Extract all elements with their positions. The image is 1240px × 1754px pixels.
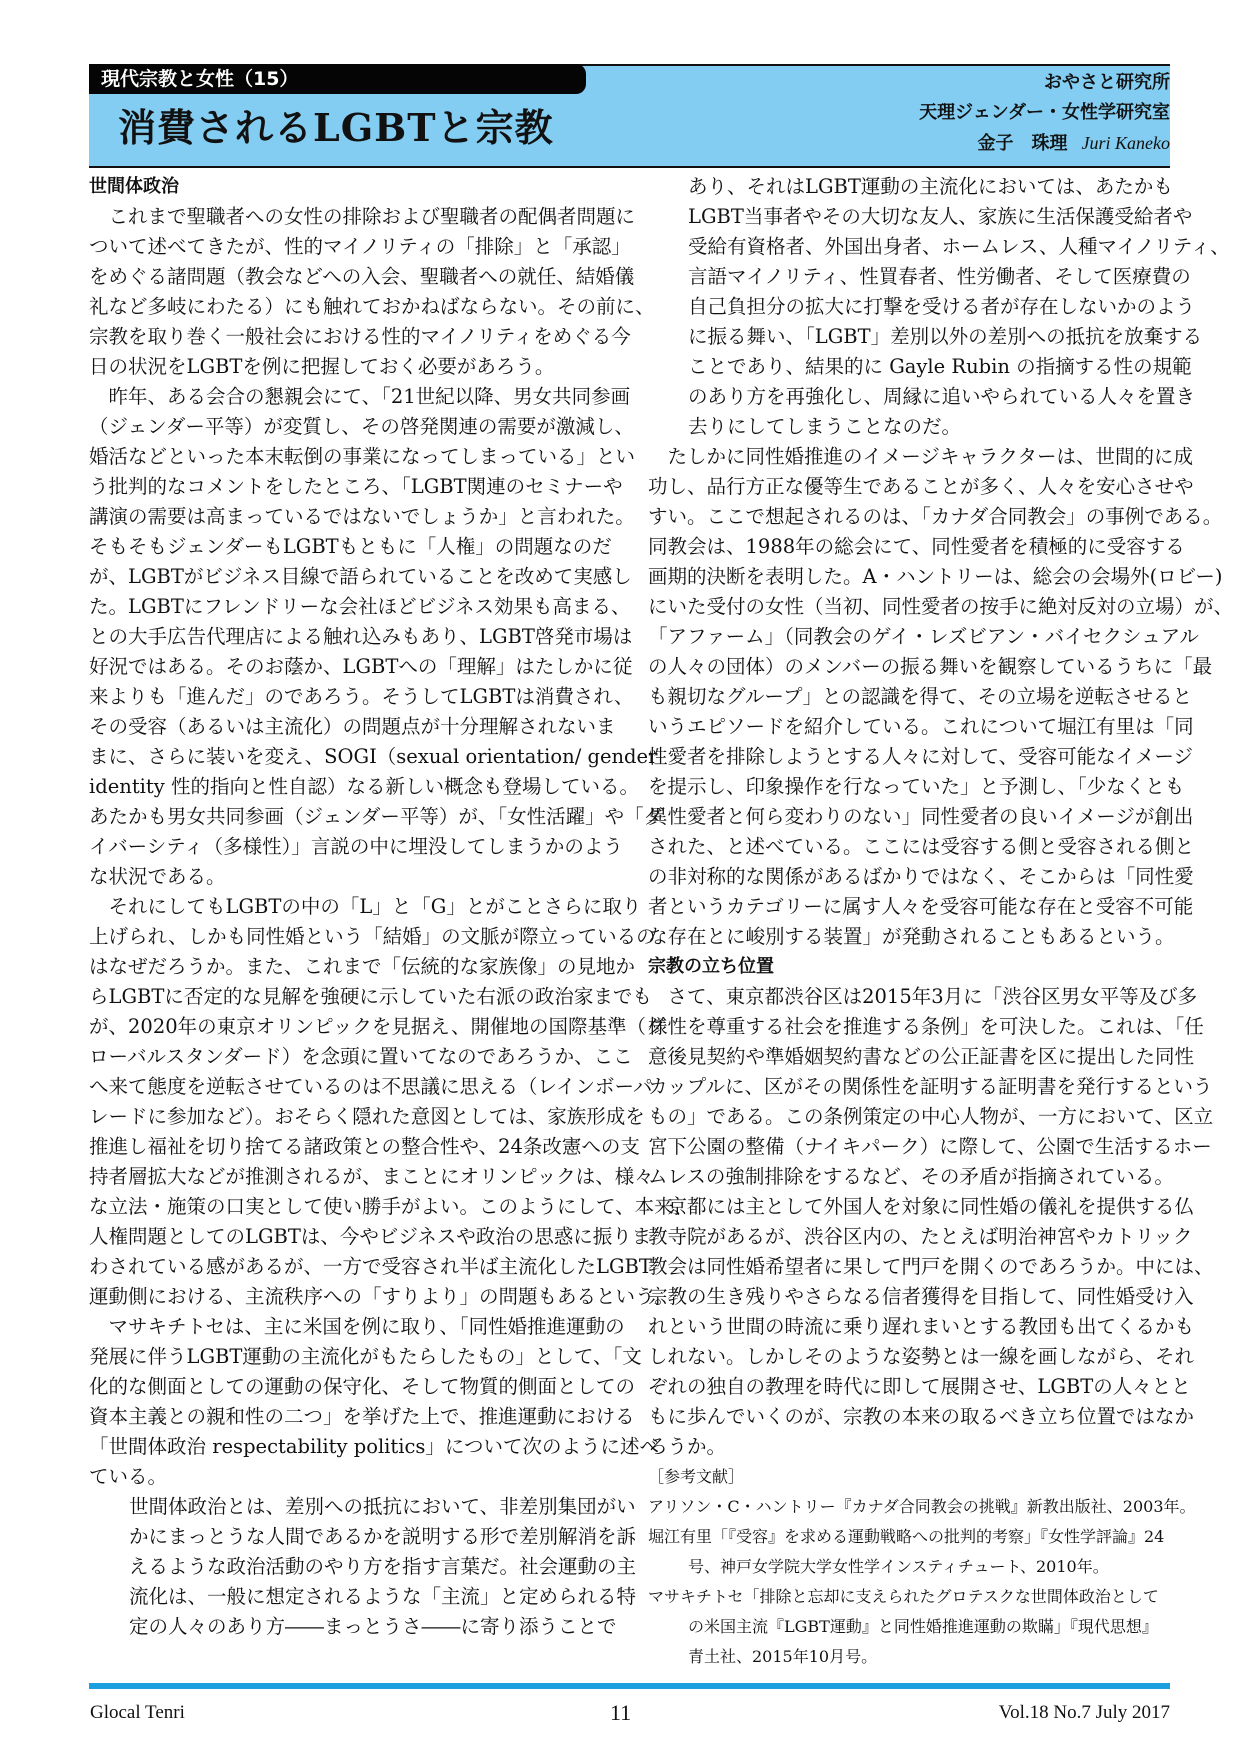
section-heading <box>89 172 609 202</box>
text-line: をめぐる諸問題（教会などへの入会、聖職者への就任、結婚儀 <box>89 265 635 288</box>
author-name-ja: 金子 珠理 <box>977 133 1068 154</box>
text-line: 定の人々のあり方――まっとうさ――に寄り添うことで <box>129 1615 617 1638</box>
text-line: ことであり、結果的に Gayle Rubin の指摘する性の規範 <box>688 355 1192 378</box>
text-line: との大手広告代理店による触れ込みもあり、LGBT啓発市場は <box>89 625 633 648</box>
text-line: のあり方を再強化し、周縁に追いやられている人々を置き <box>688 385 1196 408</box>
text-line: 「世間体政治 respectability politics」について次のように述べ <box>89 1435 660 1458</box>
text-line: が、LGBTがビジネス目線で語られていることを改めて実感し <box>89 565 632 588</box>
paragraph <box>89 202 655 382</box>
reference-line: マサキチトセ「排除と忘却に支えられたグロテスクな世間体政治として <box>648 1587 1159 1606</box>
text-line: 婚活などといった本末転倒の事業になってしまっている」とい <box>89 445 636 468</box>
author <box>978 128 1170 159</box>
paragraph <box>89 1312 660 1492</box>
text-line: 画期的決断を表明した。A・ハントリーは、総会の会場外(ロビー) <box>648 565 1223 588</box>
text-line: 昨年、ある会合の懇親会にて、「21世紀以降、男女共同参画 <box>108 385 631 408</box>
text-line: 者というカテゴリーに属す人々を受容可能な存在と受容不可能 <box>648 895 1194 918</box>
footer-rule <box>89 1683 1170 1689</box>
text-line: 自己負担分の拡大に打撃を受ける者が存在しないかのよう <box>688 295 1196 318</box>
issue-info: Vol.18 No.7 July 2017 <box>998 1702 1170 1723</box>
text-line: ついて述べてきたが、性的マイノリティの「排除」と「承認」 <box>89 235 631 258</box>
text-line: な存在とに峻別する装置」が発動されることもあるという。 <box>648 925 1175 948</box>
text-line: かにまっとうな人間であるかを説明する形で差別解消を訴 <box>129 1525 637 1548</box>
text-line: identity 性的指向と性自認）なる新しい概念も登場している。 <box>89 775 639 798</box>
text-line: （ジェンダー平等）が変質し、その啓発関連の需要が激減し、 <box>89 415 634 438</box>
text-line: 持者層拡大などが推測されるが、まことにオリンピックは、様々 <box>89 1165 654 1188</box>
text-line: 様性を尊重する社会を推進する条例」を可決した。これは、「任 <box>648 1015 1204 1038</box>
references <box>648 1462 1168 1492</box>
text-line: それにしてもLGBTの中の「L」と「G」とがことさらに取り <box>108 895 642 918</box>
text-line: 意後見契約や準婚姻契約書などの公正証書を区に提出した同性 <box>648 1045 1195 1068</box>
institute-name: おやさと研究所 <box>1044 72 1170 93</box>
lab-name: 天理ジェンダー・女性学研究室 <box>919 102 1170 123</box>
text-line: 教寺院があるが、渋谷区内の、たとえば明治神宮やカトリック <box>648 1225 1193 1248</box>
text-line: あり、それはLGBT運動の主流化においては、あたかも <box>688 175 1173 198</box>
text-line: ろうか。 <box>648 1435 727 1458</box>
paragraph <box>648 1192 1214 1462</box>
text-line: ムレスの強制排除をするなど、その矛盾が指摘されている。 <box>648 1165 1174 1188</box>
references <box>648 1492 1196 1672</box>
text-line: 教会は同性婚希望者に果して門戸を開くのであろうか。中には、 <box>648 1255 1214 1278</box>
text-line: 化的な側面としての運動の保守化、そして物質的側面としての <box>89 1375 636 1398</box>
section-heading <box>648 952 1168 982</box>
text-line: 日の状況をLGBTを例に把握しておく必要があろう。 <box>89 355 555 378</box>
text-line: これまで聖職者への女性の排除および聖職者の配偶者問題に <box>108 205 636 228</box>
page-number: 11 <box>610 1700 632 1725</box>
paragraph <box>89 382 664 892</box>
text-line: 世間体政治とは、差別への抵抗において、非差別集団がい <box>129 1495 636 1518</box>
text-line: マサキチトセは、主に米国を例に取り、「同性婚推進運動の <box>108 1315 625 1338</box>
text-line: 運動側における、主流秩序への「すりより」の問題もあるという。 <box>89 1285 675 1308</box>
reference-line: 青土社、2015年10月号。 <box>688 1647 878 1666</box>
text-line: えるような政治活動のやり方を指す言葉だ。社会運動の主 <box>129 1555 637 1578</box>
text-line: へ来て態度を逆転させているのは不思議に思える（レインボーパ <box>89 1075 653 1098</box>
text-line: う批判的なコメントをしたところ、「LGBT関連のセミナーや <box>89 475 623 498</box>
text-line: まに、さらに装いを変え、SOGI（sexual orientation/ gender <box>89 745 658 768</box>
text-line: 異性愛者と何ら変わりのない」同性愛者の良いイメージが創出 <box>648 805 1194 828</box>
text-line: 礼など多岐にわたる）にも触れておかねばならない。その前に、 <box>89 295 655 318</box>
paragraph <box>648 442 1234 952</box>
paragraph <box>89 892 694 1312</box>
text-line: らLGBTに否定的な見解を強硬に示していた右派の政治家までも <box>89 985 652 1008</box>
text-line: LGBT当事者やその大切な友人、家族に生活保護受給者や <box>688 205 1193 228</box>
text-line: の非対称的な関係があるばかりではなく、そこからは「同性愛 <box>648 865 1194 888</box>
text-line: わされている感があるが、一方で受容され半ば主流化したLGBT <box>89 1255 652 1278</box>
heading-text: 宗教の立ち位置 <box>648 956 774 977</box>
text-line: いうエピソードを紹介している。これについて堀江有里は「同 <box>648 715 1194 738</box>
text-line: 宗教を取り巻く一般社会における性的マイノリティをめぐる今 <box>89 325 631 348</box>
text-line: 受給有資格者、外国出身者、ホームレス、人種マイノリティ、 <box>688 235 1230 258</box>
text-line: もに歩んでいくのが、宗教の本来の取るべき立ち位置ではなか <box>648 1405 1195 1428</box>
block-quote <box>648 172 1230 442</box>
text-line: 去りにしてしまうことなのだ。 <box>688 415 962 438</box>
text-line: 言語マイノリティ、性買春者、性労働者、そして医療費の <box>688 265 1191 288</box>
text-line: ［参考文献］ <box>648 1467 745 1486</box>
text-line: 功し、品行方正な優等生であることが多く、人々を安心させや <box>648 475 1194 498</box>
text-line: さて、東京都渋谷区は2015年3月に「渋谷区男女平等及び多 <box>667 985 1198 1008</box>
text-line: あたかも男女共同参画（ジェンダー平等）が、「女性活躍」や「ダ <box>89 805 664 828</box>
journal-name: Glocal Tenri <box>90 1702 185 1723</box>
text-line: すい。ここで想起されるのは、「カナダ合同教会」の事例である。 <box>648 505 1223 528</box>
text-line: しれない。しかしそのような姿勢とは一線を画しながら、それ <box>648 1345 1195 1368</box>
text-line: カップルに、区がその関係性を証明する証明書を発行するという <box>648 1075 1213 1098</box>
text-line: を提示し、印象操作を行なっていた」と予測し、「少なくとも <box>648 775 1185 798</box>
text-line: 上げられ、しかも同性婚という「結婚」の文脈が際立っているの <box>89 925 656 948</box>
text-line: レードに参加など）。おそらく隠れた意図としては、家族形成を <box>89 1105 645 1128</box>
text-line: 好況ではある。そのお蔭か、LGBTへの「理解」はたしかに従 <box>89 655 633 678</box>
text-line: 資本主義との親和性の二つ」を挙げた上で、推進運動における <box>89 1405 635 1428</box>
text-line: な状況である。 <box>89 865 226 888</box>
paragraph <box>648 982 1214 1192</box>
left-column <box>89 172 694 1642</box>
text-line: も親切なグループ」との認識を得て、その立場を逆転させると <box>648 685 1193 708</box>
text-line: れという世間の時流に乗り遅れまいとする教団も出てくるかも <box>648 1315 1195 1338</box>
text-line: そもそもジェンダーもLGBTもともに「人権」の問題なのだ <box>89 535 612 558</box>
text-line: 流化は、一般に想定されるような「主流」と定められる特 <box>129 1585 637 1608</box>
text-line: 講演の需要は高まっているではないでしょうか」と言われた。 <box>89 505 635 528</box>
reference-line: の米国主流『LGBT運動』と同性婚推進運動の欺瞞」『現代思想』 <box>688 1617 1158 1636</box>
text-line: はなぜだろうか。また、これまで「伝統的な家族像」の見地か <box>89 955 636 978</box>
reference-line: 堀江有里「『受容』を求める運動戦略への批判的考察」『女性学評論』24 <box>648 1527 1165 1546</box>
text-line: 人権問題としてのLGBTは、今やビジネスや政治の思惑に振りま <box>89 1225 652 1248</box>
text-line: た。LGBTにフレンドリーな会社ほどビジネス効果も高まる、 <box>89 595 631 618</box>
article-title: 消費されるLGBTと宗教 <box>118 105 554 150</box>
text-line: 来よりも「進んだ」のであろう。そうしてLGBTは消費され、 <box>89 685 634 708</box>
author-name-en: Juri Kaneko <box>1081 133 1170 153</box>
text-line: ている。 <box>89 1465 168 1488</box>
text-line: が、2020年の東京オリンピックを見据え、開催地の国際基準（グ <box>89 1015 666 1038</box>
reference-line: 号、神戸女学院大学女性学インスティチュート、2010年。 <box>688 1557 1109 1576</box>
text-line: もの」である。この条例策定の中心人物が、一方において、区立 <box>648 1105 1214 1128</box>
text-line: 「アファーム」（同教会のゲイ・レズビアン・バイセクシュアル <box>648 625 1199 648</box>
text-line: ローバルスタンダード）を念頭に置いてなのであろうか、ここ <box>89 1045 633 1068</box>
text-line: 宗教の生き残りやさらなる信者獲得を目指して、同性婚受け入 <box>648 1285 1194 1308</box>
block-quote <box>89 1492 637 1642</box>
heading-text: 世間体政治 <box>89 176 179 197</box>
text-line: 発展に伴うLGBT運動の主流化がもたらしたもの」として、「文 <box>89 1345 642 1368</box>
text-line: たしかに同性婚推進のイメージキャラクターは、世間的に成 <box>667 445 1194 468</box>
text-line: に振る舞い、「LGBT」差別以外の差別への抵抗を放棄する <box>688 325 1203 348</box>
text-line: な立法・施策の口実として使い勝手がよい。このようにして、本来、 <box>89 1195 694 1218</box>
text-line: の人々の団体）のメンバーの振る舞いを観察しているうちに「最 <box>648 655 1213 678</box>
text-line: その受容（あるいは主流化）の問題点が十分理解されないま <box>89 715 616 738</box>
right-column <box>648 172 1234 1672</box>
text-line: にいた受付の女性（当初、同性愛者の按手に絶対反対の立場）が、 <box>648 595 1234 618</box>
text-line: された、と述べている。ここには受容する側と受容される側と <box>648 835 1195 858</box>
text-line: 性愛者を排除しようとする人々に対して、受容可能なイメージ <box>648 745 1194 768</box>
reference-line: アリソン・C・ハントリー『カナダ合同教会の挑戦』新教出版社、2003年。 <box>648 1497 1196 1516</box>
series-label: 現代宗教と女性（15） <box>89 64 586 94</box>
text-line: 推進し福祉を切り捨てる諸政策との整合性や、24条改憲への支 <box>89 1135 640 1158</box>
text-line: ぞれの独自の教理を時代に即して展開させ、LGBTの人々とと <box>648 1375 1191 1398</box>
text-line: イバーシティ（多様性）」言説の中に埋没してしまうかのよう <box>89 835 623 858</box>
text-line: 同教会は、1988年の総会にて、同性愛者を積極的に受容する <box>648 535 1185 558</box>
text-line: 宮下公園の整備（ナイキパーク）に際して、公園で生活するホー <box>648 1135 1212 1158</box>
text-line: 京都には主として外国人を対象に同性婚の儀礼を提供する仏 <box>667 1195 1195 1218</box>
